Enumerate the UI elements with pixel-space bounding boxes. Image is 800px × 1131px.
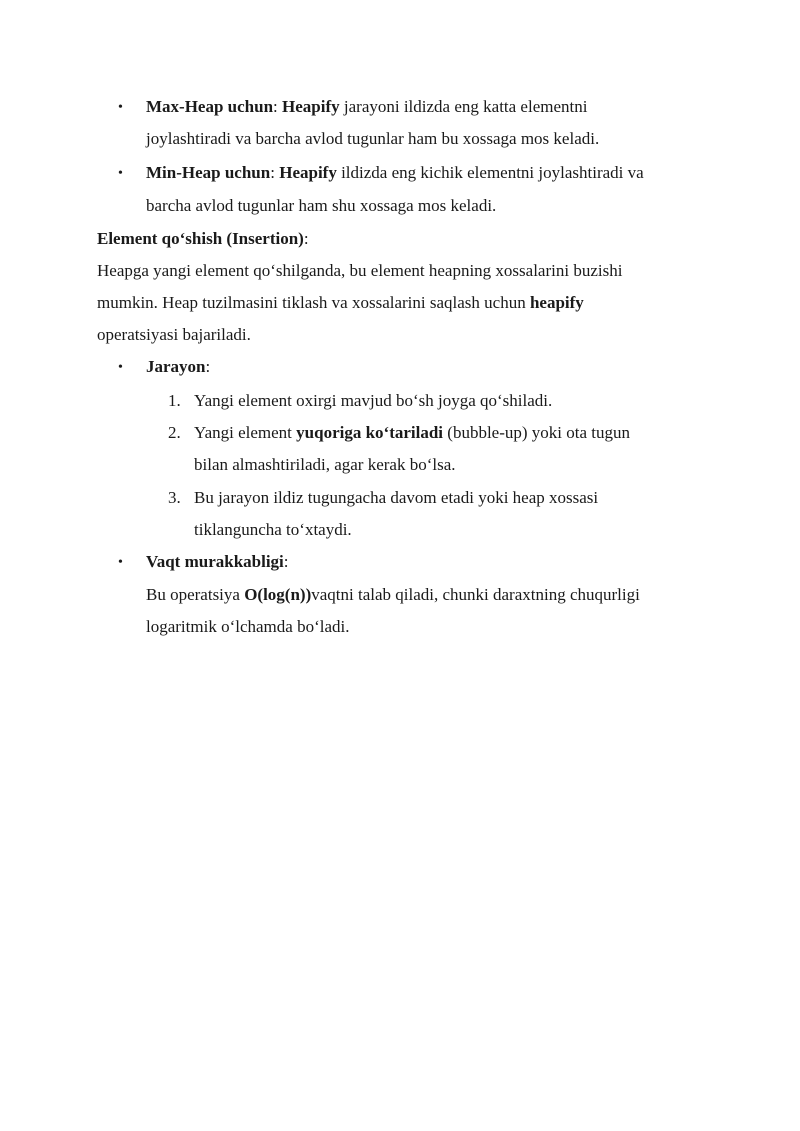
heapify-term: heapify: [529, 293, 584, 312]
complexity-line-1: Bu operatsiya O(log(n))vaqtni talab qiladi, chunki daraxtning chuqurligi: [146, 585, 640, 604]
insertion-para-line-1: Heapga yangi element qo‘shilganda, bu element heapning xossalarini buzishi: [97, 261, 623, 280]
step-number: 1.: [168, 391, 181, 410]
step-3-line-1: Bu jarayon ildiz tugungacha davom etadi yoki heap xossasi: [194, 488, 599, 507]
insertion-para-line-3: operatsiyasi bajariladi.: [97, 325, 251, 344]
insertion-para-line-2: mumkin. Heap tuzilmasini tiklash va xossalarini saqlash uchun heapify: [97, 293, 584, 312]
insertion-heading: Element qo‘shish (Insertion):: [97, 229, 309, 248]
max-heap-term: Heapify: [282, 97, 340, 116]
complexity-line-2: logaritmik o‘lchamda bo‘ladi.: [146, 617, 350, 636]
bullet-icon: •: [118, 100, 123, 115]
step-2-line-1: Yangi element yuqoriga ko‘tariladi (bubble-up) yoki ota tugun: [194, 423, 630, 442]
min-heap-label: Min-Heap uchun: [146, 163, 271, 182]
step-3-line-2: tiklanguncha to‘xtaydi.: [194, 520, 352, 539]
min-heap-line-1: Min-Heap uchun: Heapify ildizda eng kichik elementni joylashtiradi va: [146, 163, 644, 182]
complexity-label: Vaqt murakkabligi:: [146, 552, 289, 571]
min-heap-line-2: barcha avlod tugunlar ham shu xossaga mos keladi.: [146, 196, 497, 215]
big-o-term: O(log(n)): [244, 585, 312, 604]
min-heap-term: Heapify: [279, 163, 337, 182]
step-1-line-1: Yangi element oxirgi mavjud bo‘sh joyga qo‘shiladi.: [194, 391, 553, 410]
max-heap-line-2: joylashtiradi va barcha avlod tugunlar ham bu xossaga mos keladi.: [146, 129, 600, 148]
bubble-up-term: yuqoriga ko‘tariladi: [296, 423, 444, 442]
step-number: 2.: [168, 423, 181, 442]
step-2-line-2: bilan almashtiriladi, agar kerak bo‘lsa.: [194, 455, 456, 474]
process-label: Jarayon:: [146, 357, 211, 376]
bullet-icon: •: [118, 555, 123, 570]
bullet-icon: •: [118, 166, 123, 181]
step-number: 3.: [168, 488, 181, 507]
max-heap-line-1: Max-Heap uchun: Heapify jarayoni ildizda eng katta elementni: [146, 97, 588, 116]
bullet-icon: •: [118, 360, 123, 375]
max-heap-label: Max-Heap uchun: [146, 97, 274, 116]
